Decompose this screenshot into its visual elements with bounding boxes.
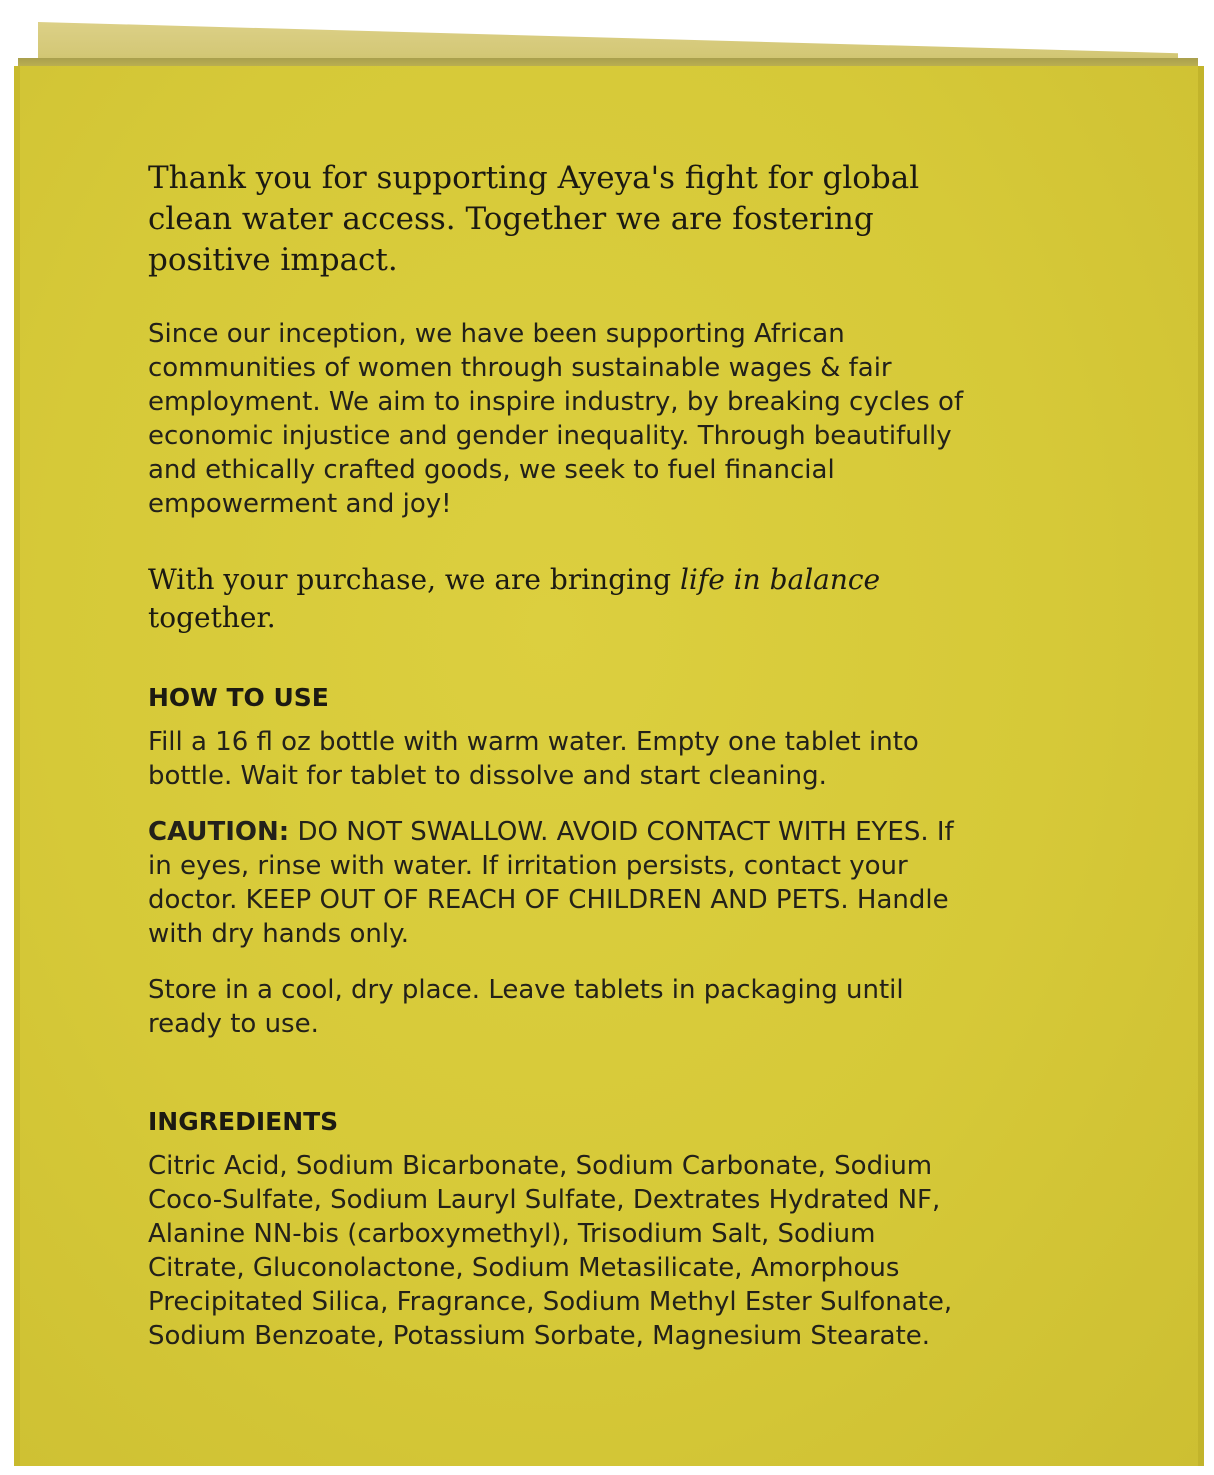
purchase-statement	[148, 561, 968, 637]
ingredients-list: Citric Acid, Sodium Bicarbonate, Sodium Carbonate, Sodium Coco-Sulfate, Sodium Lauryl Sulfate, Dextrates Hydrated NF, Alanine NN-bis (carboxymethyl), Trisodium Salt, Sodium Citrate, Gluconolactone, Sodium Metasilicate, Amorphous Precipitated Silica, Fragrance, Sodium Methyl Ester Sulfonate, Sodium Benzoate, Potassium Sorbate, Magnesium Stearate.	[148, 1151, 953, 1351]
purchase-text-italic: life in balance	[679, 563, 881, 596]
caution-text	[148, 815, 968, 951]
storage-text: Store in a cool, dry place. Leave tablets in packaging until ready to use.	[148, 975, 904, 1039]
ingredients-heading: INGREDIENTS	[148, 1107, 339, 1136]
caution-label: CAUTION:	[148, 817, 290, 847]
purchase-text-after: together.	[148, 601, 276, 634]
purchase-text-before: With your purchase, we are bringing	[148, 563, 680, 596]
how-to-use-text: Fill a 16 fl oz bottle with warm water. Empty one tablet into bottle. Wait for tablet to dissolve and start cleaning.	[148, 727, 919, 791]
caution-body: DO NOT SWALLOW. AVOID CONTACT WITH EYES. If in eyes, rinse with water. If irritation persists, contact your doctor. KEEP OUT OF REACH OF CHILDREN AND PETS. Handle with dry hands only.	[148, 817, 954, 949]
intro-headline: Thank you for supporting Ayeya's fight for global clean water access. Together we are fostering positive impact.	[148, 160, 920, 278]
mission-statement: Since our inception, we have been supporting African communities of women through sustainable wages & fair employment. We aim to inspire industry, by breaking cycles of economic injustice and gender inequality. Through beautifully and ethically crafted goods, we seek to fuel financial empowerment and joy!	[148, 319, 964, 519]
how-to-use-heading: HOW TO USE	[148, 683, 329, 712]
package-text	[148, 158, 968, 1393]
